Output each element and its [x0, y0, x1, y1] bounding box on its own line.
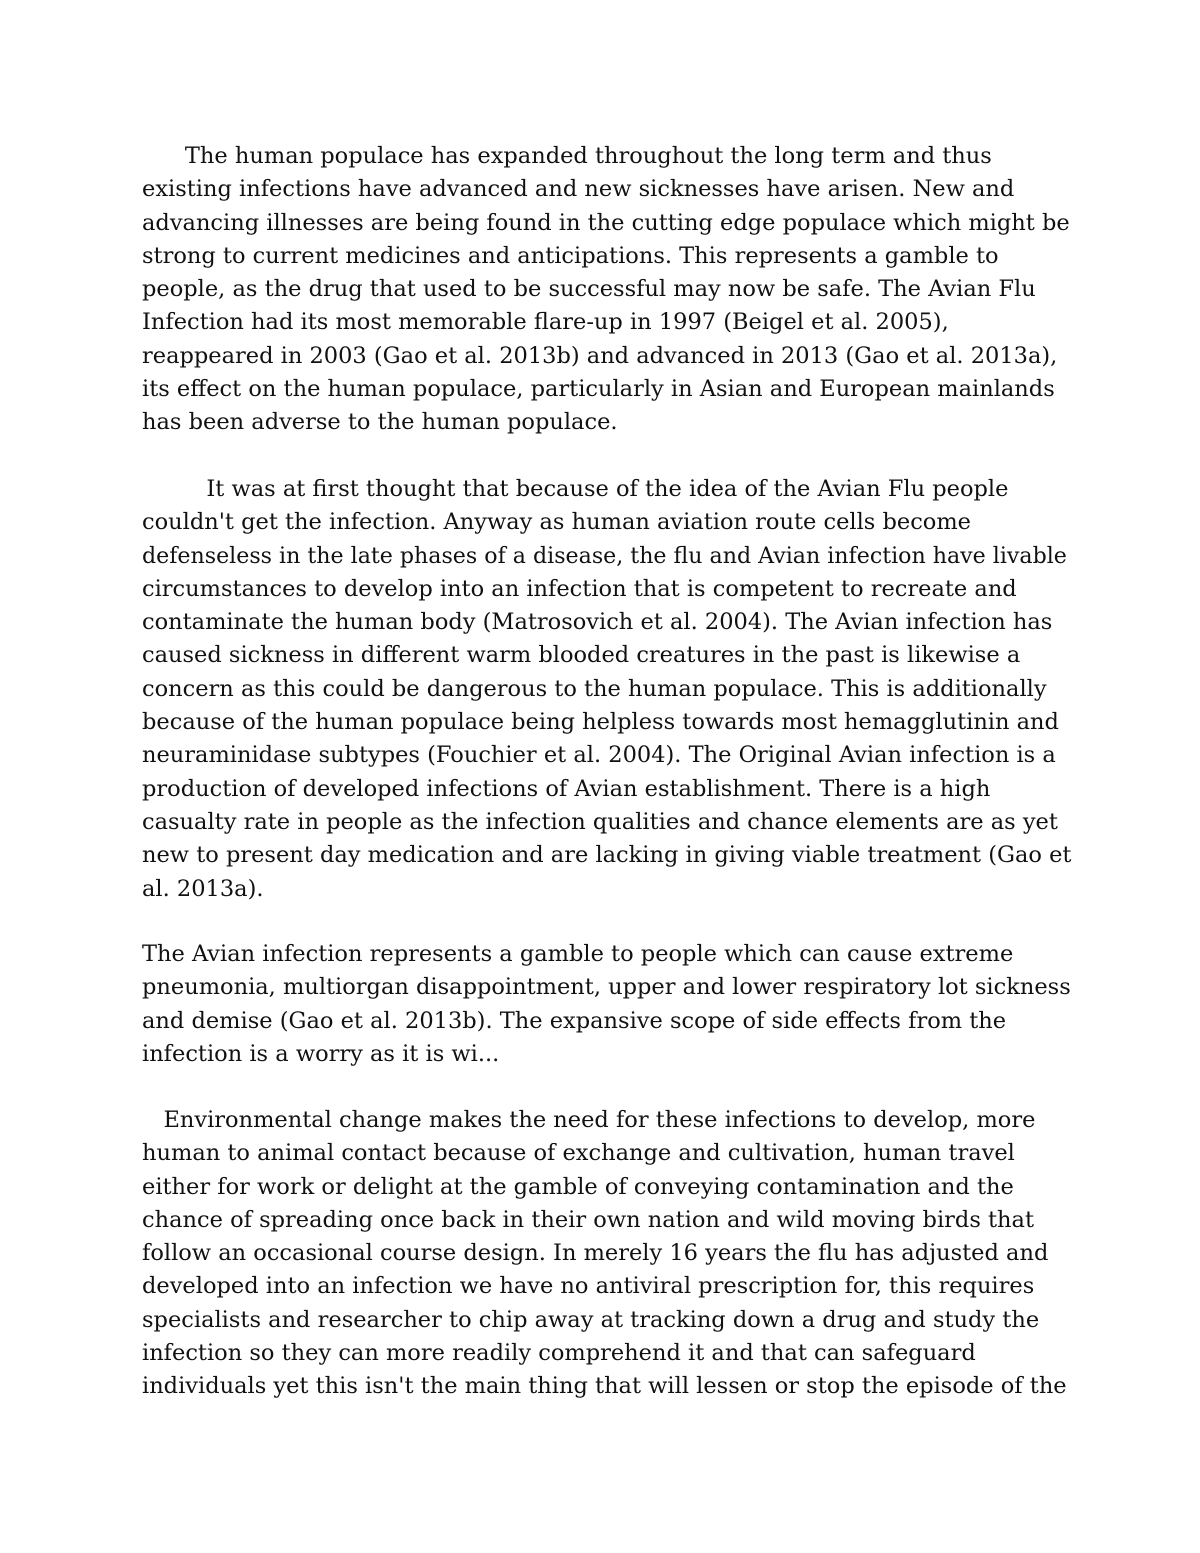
text-line: specialists and researcher to chip away at tracking down a drug and study the	[142, 1306, 1040, 1333]
text-line: pneumonia, multiorgan disappointment, upper and lower respiratory lot sickness	[142, 974, 1071, 1001]
paragraph-4	[142, 1104, 1072, 1404]
text-line: It was at first thought that because of the idea of the Avian Flu people	[142, 476, 1009, 502]
text-line: follow an occasional course design. In merely 16 years the flu has adjusted and	[142, 1240, 1049, 1267]
text-line: production of developed infections of Avian establishment. There is a high	[142, 775, 991, 802]
text-line: either for work or delight at the gamble of conveying contamination and the	[142, 1173, 1014, 1200]
paragraph-3	[142, 938, 1072, 1071]
text-line: caused sickness in different warm blooded creatures in the past is likewise a	[142, 642, 1021, 669]
text-line: its effect on the human populace, particularly in Asian and European mainlands	[142, 376, 1055, 403]
text-line: contaminate the human body (Matrosovich et al. 2004). The Avian infection has	[142, 609, 1053, 636]
text-line: reappeared in 2003 (Gao et al. 2013b) and advanced in 2013 (Gao et al. 2013a),	[142, 342, 1058, 369]
text-line: developed into an infection we have no antiviral prescription for, this requires	[142, 1273, 1035, 1300]
text-line: defenseless in the late phases of a disease, the flu and Avian infection have livable	[142, 542, 1067, 569]
text-line: Environmental change makes the need for these infections to develop, more	[142, 1107, 1036, 1133]
text-line: The Avian infection represents a gamble to people which can cause extreme	[142, 941, 1014, 967]
text-line: neuraminidase subtypes (Fouchier et al. 2004). The Original Avian infection is a	[142, 742, 1056, 769]
paragraph-1	[142, 140, 1072, 440]
paragraph-2	[142, 473, 1072, 906]
text-line: casualty rate in people as the infection qualities and chance elements are as yet	[142, 808, 1058, 835]
text-line: couldn't get the infection. Anyway as human aviation route cells become	[142, 509, 971, 536]
text-line: and demise (Gao et al. 2013b). The expansive scope of side effects from the	[142, 1007, 1007, 1034]
text-line: circumstances to develop into an infection that is competent to recreate and	[142, 575, 1017, 602]
text-line: individuals yet this isn't the main thing that will lessen or stop the episode of the	[142, 1373, 1067, 1400]
text-line: has been adverse to the human populace.	[142, 409, 618, 436]
text-line: strong to current medicines and anticipations. This represents a gamble to	[142, 242, 999, 269]
text-line: existing infections have advanced and new sicknesses have arisen. New and	[142, 176, 1015, 203]
text-line: because of the human populace being helpless towards most hemagglutinin and	[142, 709, 1059, 736]
text-line: The human populace has expanded throughout the long term and thus	[142, 143, 992, 169]
text-line: Infection had its most memorable flare-up in 1997 (Beigel et al. 2005),	[142, 309, 949, 336]
text-line: human to animal contact because of exchange and cultivation, human travel	[142, 1140, 1015, 1167]
text-line: al. 2013a).	[142, 875, 264, 902]
text-line: people, as the drug that used to be successful may now be safe. The Avian Flu	[142, 276, 1036, 303]
text-line: concern as this could be dangerous to the human populace. This is additionally	[142, 675, 1047, 702]
text-line: infection so they can more readily comprehend it and that can safeguard	[142, 1340, 976, 1367]
text-line: new to present day medication and are lacking in giving viable treatment (Gao et	[142, 842, 1072, 869]
text-line: chance of spreading once back in their own nation and wild moving birds that	[142, 1206, 1035, 1233]
text-line: advancing illnesses are being found in the cutting edge populace which might be	[142, 209, 1070, 236]
text-line: infection is a worry as it is wi...	[142, 1040, 500, 1067]
